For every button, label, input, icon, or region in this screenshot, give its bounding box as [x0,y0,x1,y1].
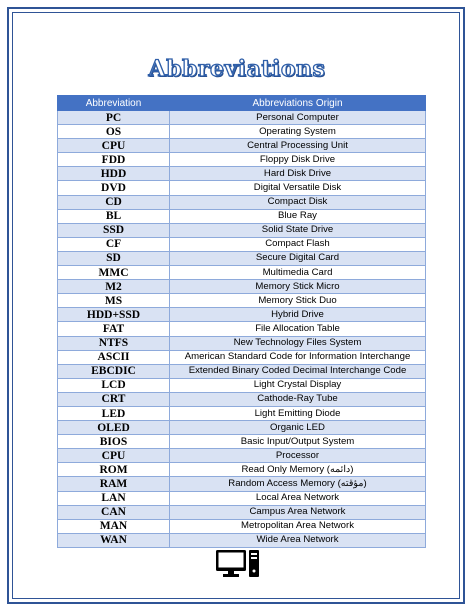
table-row [58,153,426,167]
origin-cell: Personal Computer [170,111,426,125]
abbreviation-cell: M2 [58,280,170,294]
abbreviation-cell: WAN [58,533,170,547]
abbreviation-cell: ROM [58,463,170,477]
abbreviation-cell: MS [58,294,170,308]
table-row [58,195,426,209]
origin-cell: Secure Digital Card [170,251,426,265]
table-row [58,167,426,181]
table-row [58,209,426,223]
abbreviation-cell: OS [58,125,170,139]
table-row [58,111,426,125]
origin-cell: Digital Versatile Disk [170,181,426,195]
origin-cell: Organic LED [170,421,426,435]
origin-cell: Light Crystal Display [170,378,426,392]
table-row [58,251,426,265]
origin-cell: Light Emitting Diode [170,406,426,420]
origin-cell: Campus Area Network [170,505,426,519]
origin-cell: Read Only Memory (دائمه) [170,463,426,477]
abbreviation-cell: DVD [58,181,170,195]
abbreviation-cell: RAM [58,477,170,491]
abbreviation-cell: CF [58,237,170,251]
origin-cell: Operating System [170,125,426,139]
origin-cell: Local Area Network [170,491,426,505]
table-row [58,223,426,237]
table-row [58,378,426,392]
abbreviation-cell: LAN [58,491,170,505]
abbreviation-cell: MAN [58,519,170,533]
origin-cell: Cathode-Ray Tube [170,392,426,406]
origin-cell: Central Processing Unit [170,139,426,153]
table-row [58,519,426,533]
abbreviation-cell: CAN [58,505,170,519]
origin-cell: Processor [170,449,426,463]
abbreviation-cell: CPU [58,449,170,463]
table-row [58,435,426,449]
origin-cell: Blue Ray [170,209,426,223]
abbreviation-cell: MMC [58,266,170,280]
header-origin: Abbreviations Origin [170,96,426,111]
table-row [58,350,426,364]
origin-cell: Basic Input/Output System [170,435,426,449]
abbreviation-cell: BL [58,209,170,223]
abbreviation-cell: HDD [58,167,170,181]
table-body [58,111,426,548]
origin-cell: Metropolitan Area Network [170,519,426,533]
table-row [58,280,426,294]
table-row [58,463,426,477]
table-row [58,266,426,280]
abbreviation-cell: BIOS [58,435,170,449]
origin-cell: Random Access Memory (مؤقته) [170,477,426,491]
table-row [58,533,426,547]
table-row [58,421,426,435]
page-title: Abbreviations [148,56,326,82]
origin-cell: Multimedia Card [170,266,426,280]
abbreviation-cell: FAT [58,322,170,336]
table-row [58,491,426,505]
abbreviation-cell: CRT [58,392,170,406]
table-row [58,449,426,463]
origin-cell: File Allocation Table [170,322,426,336]
abbreviation-cell: SSD [58,223,170,237]
origin-cell: Memory Stick Micro [170,280,426,294]
abbreviation-cell: NTFS [58,336,170,350]
table-row [58,139,426,153]
abbreviation-cell: HDD+SSD [58,308,170,322]
origin-cell: Solid State Drive [170,223,426,237]
table-row [58,237,426,251]
origin-cell: Compact Disk [170,195,426,209]
origin-cell: Hybrid Drive [170,308,426,322]
table-row [58,392,426,406]
abbreviations-table [57,95,426,548]
origin-cell: Floppy Disk Drive [170,153,426,167]
abbreviation-cell: CD [58,195,170,209]
table-row [58,308,426,322]
origin-cell: New Technology Files System [170,336,426,350]
header-abbreviation: Abbreviation [58,96,170,111]
table-row [58,322,426,336]
table-row [58,181,426,195]
abbreviation-cell: EBCDIC [58,364,170,378]
origin-cell: Wide Area Network [170,533,426,547]
abbreviation-cell: SD [58,251,170,265]
origin-cell: American Standard Code for Information Interchange [170,350,426,364]
table-row [58,505,426,519]
abbreviation-cell: PC [58,111,170,125]
table-row [58,294,426,308]
abbreviation-cell: CPU [58,139,170,153]
table-row [58,477,426,491]
abbreviation-cell: FDD [58,153,170,167]
origin-cell: Memory Stick Duo [170,294,426,308]
origin-cell: Extended Binary Coded Decimal Interchange Code [170,364,426,378]
table-row [58,125,426,139]
abbreviation-cell: LCD [58,378,170,392]
table-header-row [58,96,426,111]
table-row [58,406,426,420]
abbreviation-cell: OLED [58,421,170,435]
table-row [58,364,426,378]
origin-cell: Hard Disk Drive [170,167,426,181]
computer-monitor-icon [216,549,260,579]
table-row [58,336,426,350]
abbreviation-cell: ASCII [58,350,170,364]
origin-cell: Compact Flash [170,237,426,251]
abbreviation-cell: LED [58,406,170,420]
